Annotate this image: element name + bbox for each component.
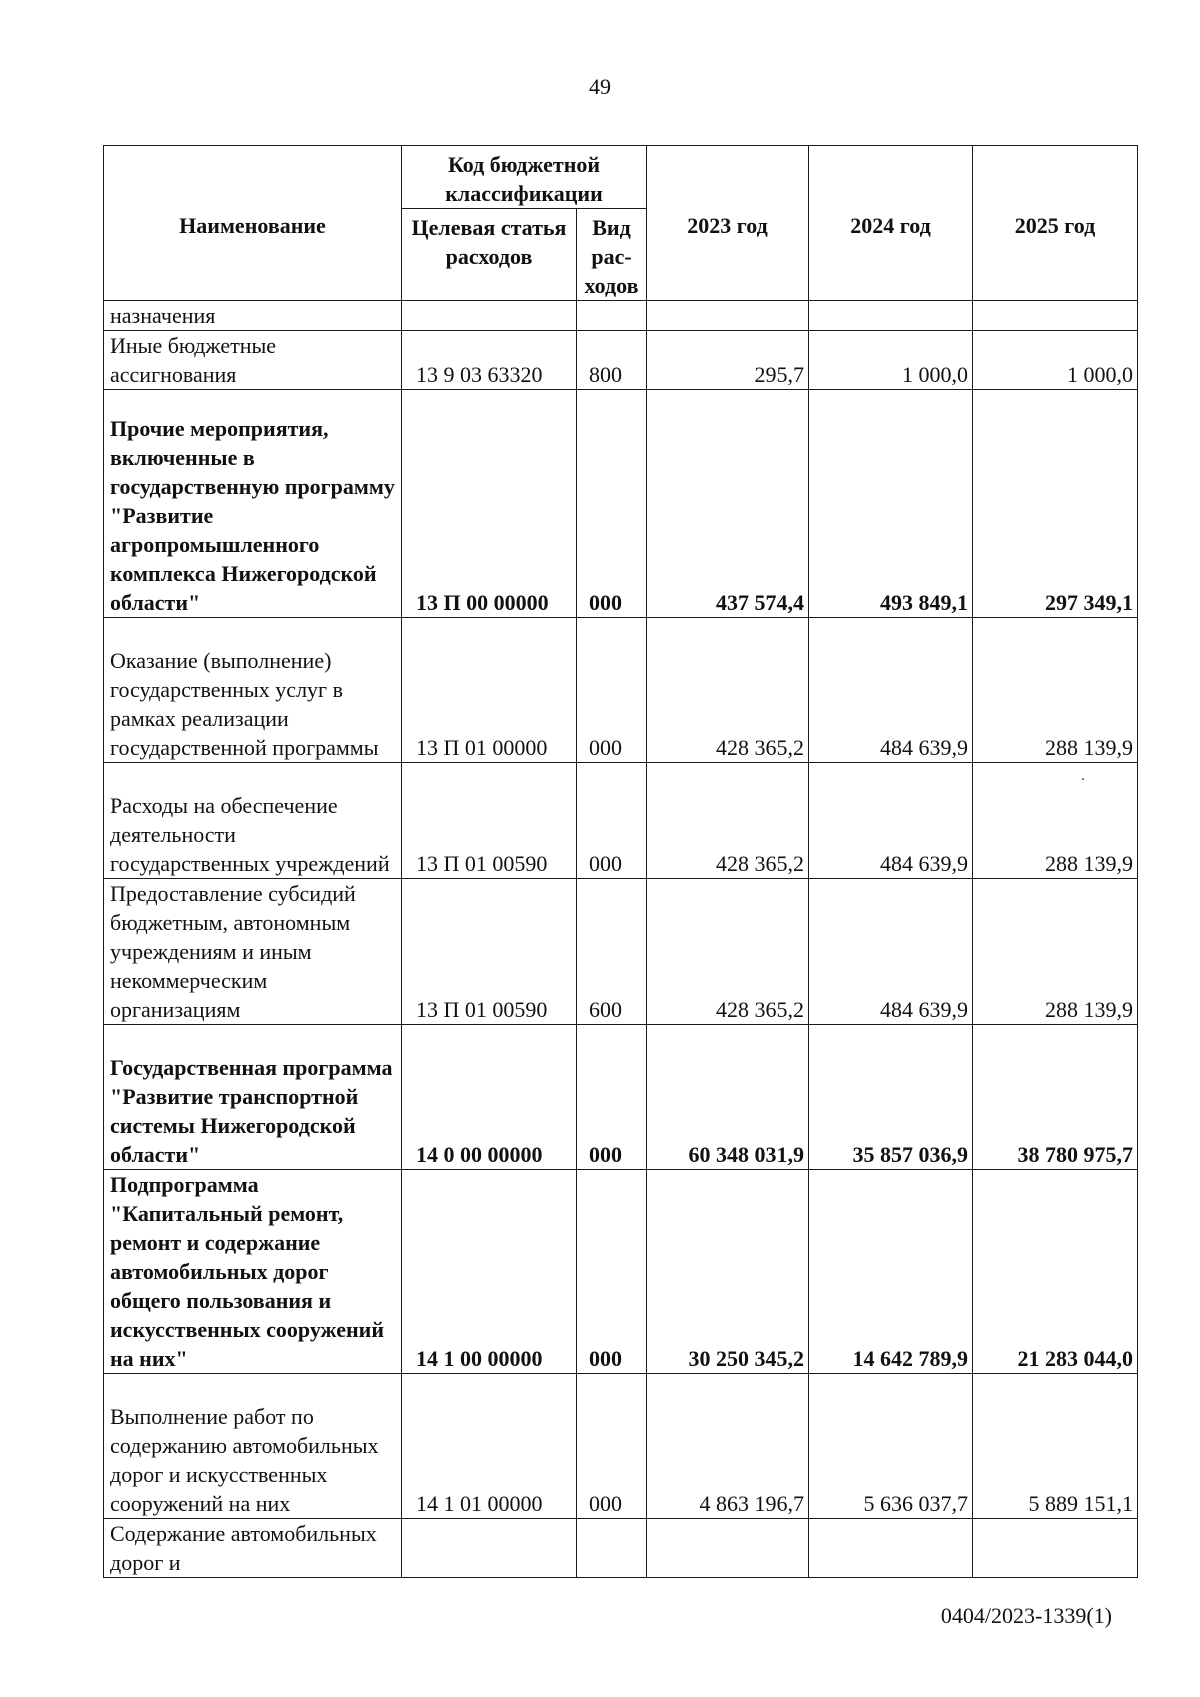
cell-vid: 600 [577, 879, 647, 1025]
cell-vid: 000 [577, 763, 647, 879]
cell-vid [577, 1519, 647, 1578]
cell-2024: 14 642 789,9 [809, 1170, 973, 1374]
cell-2025: 288 139,9 [973, 618, 1138, 763]
cell-2023: 428 365,2 [647, 618, 809, 763]
cell-2025: 297 349,1 [973, 390, 1138, 618]
cell-2024: 1 000,0 [809, 331, 973, 390]
cell-vid: 000 [577, 1025, 647, 1170]
cell-vid: 000 [577, 1374, 647, 1519]
cell-2025 [973, 1519, 1138, 1578]
cell-2023: 428 365,2 [647, 879, 809, 1025]
cell-target-code: 14 1 01 00000 [402, 1374, 577, 1519]
cell-name: Содержание автомобильных дорог и [104, 1519, 402, 1578]
table-row [104, 1025, 1138, 1170]
cell-vid: 000 [577, 390, 647, 618]
cell-2024: 493 849,1 [809, 390, 973, 618]
cell-name: Оказание (выполнение) государственных услуг в рамках реализации государственной программы [104, 618, 402, 763]
cell-2023 [647, 301, 809, 331]
page-number: 49 [589, 74, 611, 99]
header-vid: Вид рас-ходов [577, 209, 647, 301]
cell-name: назначения [104, 301, 402, 331]
cell-2025: 38 780 975,7 [973, 1025, 1138, 1170]
cell-vid: 000 [577, 1170, 647, 1374]
table-row [104, 331, 1138, 390]
cell-target-code: 14 0 00 00000 [402, 1025, 577, 1170]
table-row [104, 618, 1138, 763]
cell-2025: 288 139,9 [973, 879, 1138, 1025]
cell-2023: 4 863 196,7 [647, 1374, 809, 1519]
cell-2024: 484 639,9 [809, 879, 973, 1025]
cell-2025: 288 139,9 [973, 763, 1138, 879]
cell-target-code: 13 9 03 63320 [402, 331, 577, 390]
table-row [104, 879, 1138, 1025]
cell-2023 [647, 1519, 809, 1578]
cell-target-code [402, 301, 577, 331]
cell-2025: 5 889 151,1 [973, 1374, 1138, 1519]
cell-2024 [809, 1519, 973, 1578]
table-row [104, 1374, 1138, 1519]
scan-dot [1082, 778, 1084, 780]
cell-2023: 60 348 031,9 [647, 1025, 809, 1170]
table-row [104, 1519, 1138, 1578]
cell-2024 [809, 301, 973, 331]
header-target: Целевая статья расходов [402, 209, 577, 301]
cell-target-code: 13 П 01 00590 [402, 763, 577, 879]
table-row [104, 390, 1138, 618]
budget-table [103, 145, 1138, 1578]
cell-name: Иные бюджетные ассигнования [104, 331, 402, 390]
cell-2025 [973, 301, 1138, 331]
cell-name: Прочие мероприятия, включенные в государственную программу "Развитие агропромышленного комплекса Нижегородской области" [104, 390, 402, 618]
cell-2024: 35 857 036,9 [809, 1025, 973, 1170]
table-body [104, 301, 1138, 1578]
cell-name: Расходы на обеспечение деятельности государственных учреждений [104, 763, 402, 879]
cell-2023: 428 365,2 [647, 763, 809, 879]
table-row [104, 763, 1138, 879]
cell-vid: 800 [577, 331, 647, 390]
cell-2023: 30 250 345,2 [647, 1170, 809, 1374]
cell-2025: 21 283 044,0 [973, 1170, 1138, 1374]
cell-target-code: 13 П 01 00590 [402, 879, 577, 1025]
cell-2023: 437 574,4 [647, 390, 809, 618]
header-name: Наименование [104, 146, 402, 301]
cell-name: Государственная программа "Развитие транспортной системы Нижегородской области" [104, 1025, 402, 1170]
cell-target-code: 13 П 00 00000 [402, 390, 577, 618]
header-row [104, 146, 1138, 209]
table-row [104, 1170, 1138, 1374]
cell-target-code: 14 1 00 00000 [402, 1170, 577, 1374]
cell-name: Выполнение работ по содержанию автомобильных дорог и искусственных сооружений на них [104, 1374, 402, 1519]
cell-2023: 295,7 [647, 331, 809, 390]
cell-vid [577, 301, 647, 331]
cell-name: Подпрограмма "Капитальный ремонт, ремонт и содержание автомобильных дорог общего пользования и искусственных сооружений на них" [104, 1170, 402, 1374]
header-code-group: Код бюджетной классификации [402, 146, 647, 209]
header-2023: 2023 год [647, 146, 809, 301]
table-row [104, 301, 1138, 331]
document-code: 0404/2023-1339(1) [940, 1603, 1112, 1628]
header-2024: 2024 год [809, 146, 973, 301]
cell-name: Предоставление субсидий бюджетным, автономным учреждениям и иным некоммерческим организациям [104, 879, 402, 1025]
cell-2024: 5 636 037,7 [809, 1374, 973, 1519]
cell-2025: 1 000,0 [973, 331, 1138, 390]
cell-vid: 000 [577, 618, 647, 763]
header-2025: 2025 год [973, 146, 1138, 301]
cell-target-code [402, 1519, 577, 1578]
cell-2024: 484 639,9 [809, 763, 973, 879]
cell-2024: 484 639,9 [809, 618, 973, 763]
cell-target-code: 13 П 01 00000 [402, 618, 577, 763]
